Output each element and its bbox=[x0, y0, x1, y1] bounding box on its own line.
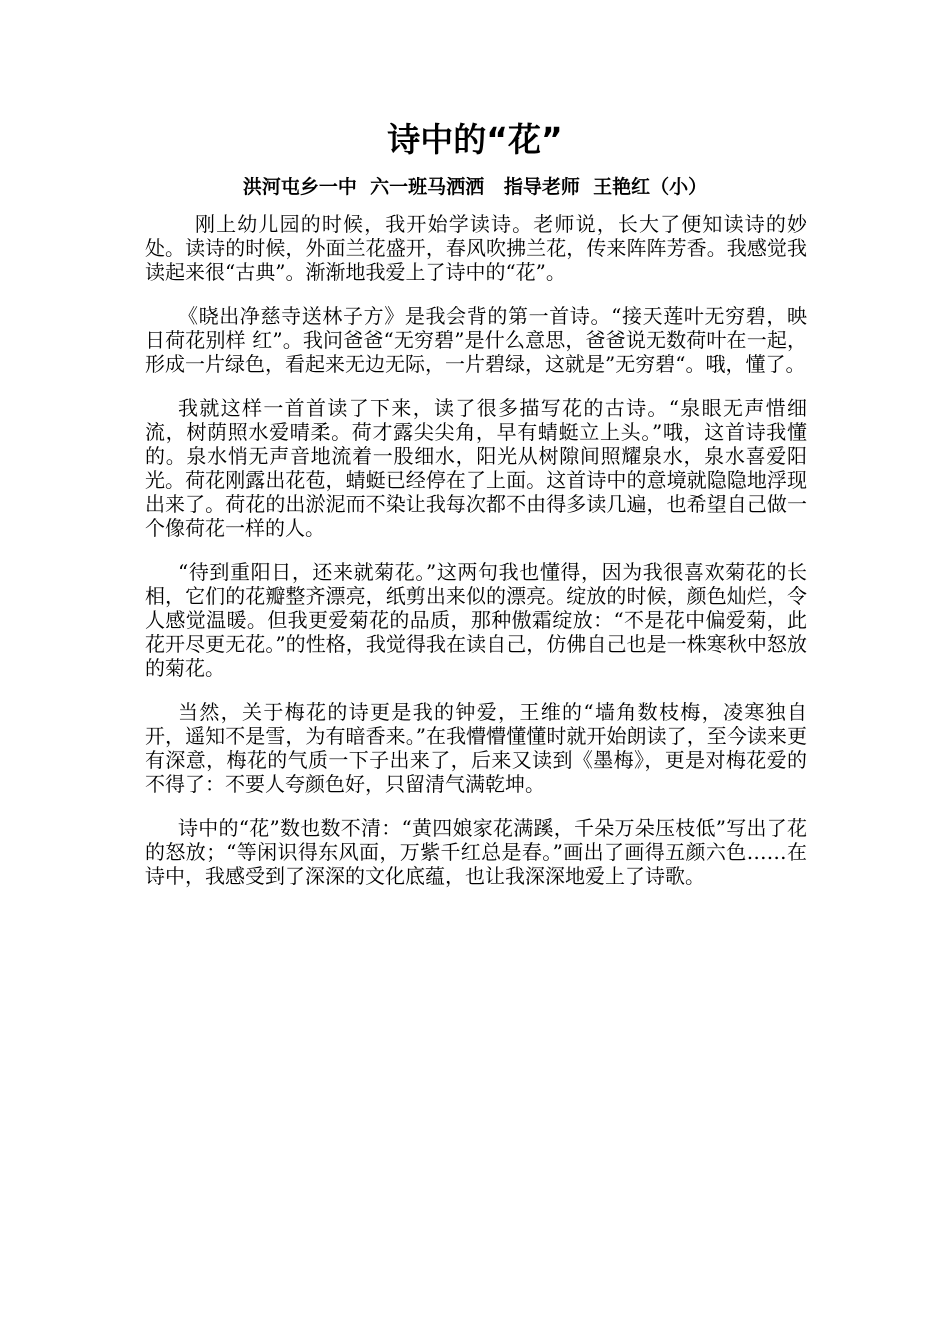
paragraph-2: 《晓出净慈寺送林子方》是我会背的第一首诗。“接天莲叶无穷碧，映日荷花别样 红”。我问爸爸“无穷碧”是什么意思，爸爸说无数荷叶在一起，形成一片绿色，看起来无边无际，一片碧绿，这就是”无穷碧“。哦，懂了。 bbox=[145, 304, 807, 376]
paragraph-3: 我就这样一首首读了下来，读了很多描写花的古诗。“泉眼无声惜细流，树荫照水爱晴柔。荷才露尖尖角，早有蜻蜓立上头。”哦，这首诗我懂的。泉水悄无声音地流着一股细水，阳光从树隙间照耀泉水，泉水喜爱阳光。荷花刚露出花苞，蜻蜓已经停在了上面。这首诗中的意境就隐隐地浮现出来了。荷花的出淤泥而不染让我每次都不由得多读几遍，也希望自己做一个像荷花一样的人。 bbox=[145, 396, 807, 540]
document-title: 诗中的“花” bbox=[387, 120, 563, 159]
author-byline: 洪河屯乡一中 六一班马洒洒 指导老师 王艳红（小） bbox=[242, 176, 708, 198]
paragraph-4: “待到重阳日，还来就菊花。”这两句我也懂得，因为我很喜欢菊花的长相，它们的花瓣整齐漂亮，纸剪出来似的漂亮。绽放的时候，颜色灿烂，令人感觉温暖。但我更爱菊花的品质，那种傲霜绽放：“不是花中偏爱菊，此花开尽更无花。”的性格，我觉得我在读自己，仿佛自己也是一株寒秋中怒放的菊花。 bbox=[145, 560, 807, 680]
paragraph-6: 诗中的“花”数也数不清：“黄四娘家花满蹊，千朵万朵压枝低”写出了花的怒放；“等闲识得东风面，万紫千红总是春。”画出了画得五颜六色……在诗中，我感受到了深深的文化底蕴，也让我深深地爱上了诗歌。 bbox=[145, 816, 807, 888]
paragraph-1: 刚上幼儿园的时候，我开始学读诗。老师说，长大了便知读诗的妙处。读诗的时候，外面兰花盛开，春风吹拂兰花，传来阵阵芳香。我感觉我读起来很“古典”。渐渐地我爱上了诗中的“花”。 bbox=[145, 212, 807, 284]
paragraph-5: 当然，关于梅花的诗更是我的钟爱，王维的“墙角数枝梅，凌寒独自开，遥知不是雪，为有暗香来。”在我懵懵懂懂时就开始朗读了，至今读来更有深意，梅花的气质一下子出来了，后来又读到《墨梅》，更是对梅花爱的不得了：不要人夸颜色好，只留清气满乾坤。 bbox=[145, 700, 807, 796]
essay-body bbox=[145, 212, 807, 908]
